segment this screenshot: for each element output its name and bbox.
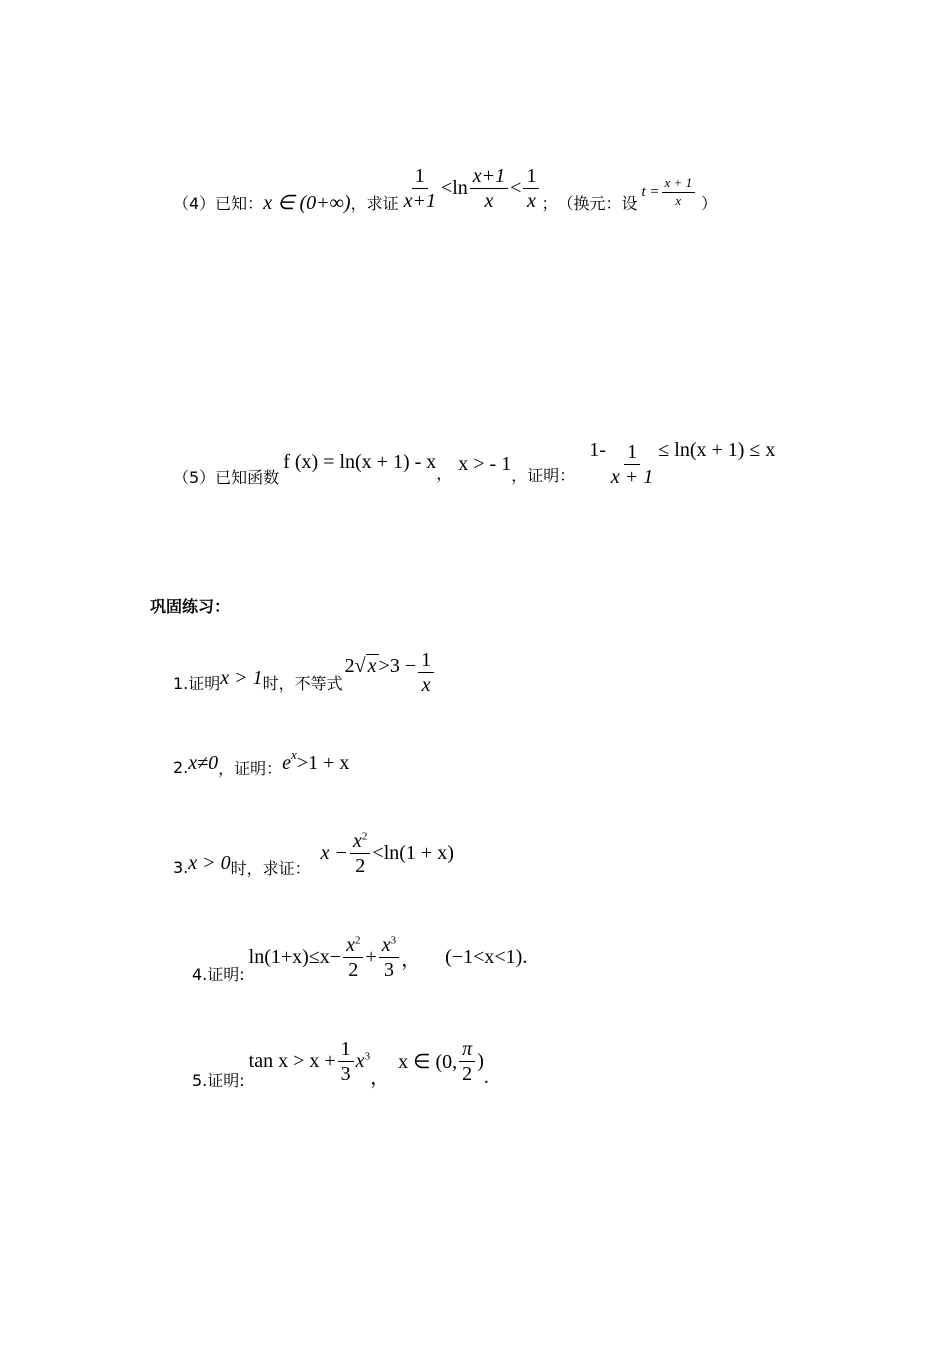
- fraction-denominator: x: [484, 189, 494, 212]
- exercise-4-fraction-1: [343, 934, 363, 981]
- problem-4-condition: x ∈ (0+∞): [263, 191, 351, 214]
- exercise-1-expr-b: >3 −: [378, 654, 417, 677]
- problem-5-rhs: ≤ ln(x + 1) ≤ x: [658, 438, 776, 461]
- exercise-4-range: (−1<x<1).: [445, 945, 528, 968]
- fraction-numerator: x + 1: [662, 176, 696, 192]
- exercise-5-period: .: [483, 1065, 489, 1088]
- exercise-4-num: 4.证明:: [192, 964, 245, 984]
- fraction-denominator: x: [675, 192, 682, 208]
- fraction-denominator: x + 1: [610, 465, 654, 488]
- exercise-3-b: <ln(1 + x): [372, 841, 454, 864]
- exercise-3-text: 时，求证：: [230, 858, 311, 878]
- fraction-numerator: $x^3$: [379, 934, 399, 958]
- exercise-5-a: tan x > x +: [248, 1049, 336, 1072]
- problem-4-prove-text: ，求证: [350, 193, 399, 213]
- exercise-5-comma: ，: [370, 1066, 391, 1089]
- fraction-denominator: 3: [383, 958, 394, 981]
- section-heading-text: 巩固练习：: [150, 597, 231, 616]
- exercise-2-text: ，证明：: [218, 758, 283, 778]
- exercise-2-condition: x≠0: [188, 751, 219, 774]
- exercise-5-x3: $x^3$: [355, 1049, 371, 1072]
- problem-4-ln-op: <ln: [440, 176, 468, 199]
- problem-4: [173, 164, 718, 228]
- exercise-4-plus: +: [365, 945, 377, 968]
- problem-5-condition: x > - 1: [458, 452, 512, 475]
- problem-4-label: （4）已知：: [173, 193, 264, 213]
- exercise-1-text: 时，不等式: [262, 673, 343, 693]
- exercise-4-fraction-2: [379, 934, 399, 981]
- exercise-1-sqrt-arg: x: [367, 655, 377, 677]
- exercise-4-a: ln(1+x)≤x−: [248, 945, 342, 968]
- fraction-numerator: π: [459, 1038, 475, 1062]
- fraction-numerator: 1: [418, 649, 434, 673]
- fraction-numerator: 1: [412, 165, 428, 189]
- exercise-4-comma: ，: [401, 948, 422, 971]
- fraction-denominator: 3: [340, 1062, 351, 1085]
- exercise-2-base: e: [282, 751, 292, 774]
- problem-4-semicolon: ；: [541, 193, 558, 213]
- exercise-5-fraction: [338, 1038, 354, 1085]
- exercise-2-num: 2.: [173, 757, 189, 777]
- exercise-1-num: 1.证明: [173, 673, 221, 693]
- fraction-numerator: 1: [523, 165, 539, 189]
- fraction-denominator: 2: [348, 958, 359, 981]
- sqrt-icon: √: [354, 654, 366, 677]
- problem-4-lhs-fraction: [401, 165, 439, 212]
- problem-4-rhs-fraction: [523, 165, 539, 212]
- section-heading: [150, 594, 230, 617]
- fraction-numerator: $x^2$: [350, 830, 370, 854]
- exercise-2-exp: x: [291, 747, 297, 762]
- fraction-denominator: x+1: [403, 189, 436, 212]
- exercise-5-pi-fraction: [459, 1038, 475, 1085]
- exercise-5-close: ): [477, 1049, 484, 1072]
- exercise-3-fraction: [350, 830, 370, 877]
- fraction-denominator: 2: [462, 1062, 473, 1085]
- problem-4-sub-fraction: [662, 176, 696, 208]
- problem-4-lt-op: <: [510, 176, 522, 199]
- exercise-1-condition: x > 1: [220, 666, 263, 689]
- problem-5-sep1: ，: [436, 463, 453, 483]
- problem-5-lhs: 1-: [589, 438, 606, 461]
- exercise-2-rest: >1 + x: [296, 751, 350, 774]
- fraction-numerator: 1: [624, 441, 640, 465]
- fraction-denominator: x: [421, 673, 431, 696]
- problem-4-hint: （换元：设: [557, 193, 638, 213]
- problem-4-mid-fraction: [470, 165, 508, 212]
- exercise-3-a: x −: [320, 841, 349, 864]
- exercise-1-expr-a: 2: [344, 654, 355, 677]
- fraction-numerator: 1: [338, 1038, 354, 1062]
- problem-5-prove-text: ，证明：: [511, 465, 576, 485]
- problem-5-fraction: [608, 441, 656, 488]
- exercise-1-fraction: [418, 649, 434, 696]
- problem-5-label: （5）已知函数: [173, 467, 280, 487]
- exercise-5: [192, 1034, 489, 1088]
- fraction-denominator: 2: [355, 854, 366, 877]
- fraction-denominator: x: [527, 189, 536, 212]
- exercise-1: [173, 646, 436, 694]
- exercise-3-num: 3.: [173, 857, 189, 877]
- exercise-5-num: 5.证明:: [192, 1070, 245, 1090]
- problem-5-function: f (x) = ln(x + 1) - x: [283, 450, 437, 473]
- exercise-3-condition: x > 0: [188, 851, 231, 874]
- exercise-4: [192, 930, 527, 984]
- fraction-numerator: x+1: [470, 165, 508, 189]
- exercise-5-cond: x ∈ (0,: [398, 1050, 458, 1073]
- fraction-numerator: $x^2$: [343, 934, 363, 958]
- exercise-2: [173, 748, 349, 778]
- problem-4-hint-close: ）: [701, 193, 718, 213]
- problem-4-sub-lhs: t =: [641, 183, 660, 200]
- exercise-3: [173, 826, 454, 880]
- problem-5: [173, 436, 775, 496]
